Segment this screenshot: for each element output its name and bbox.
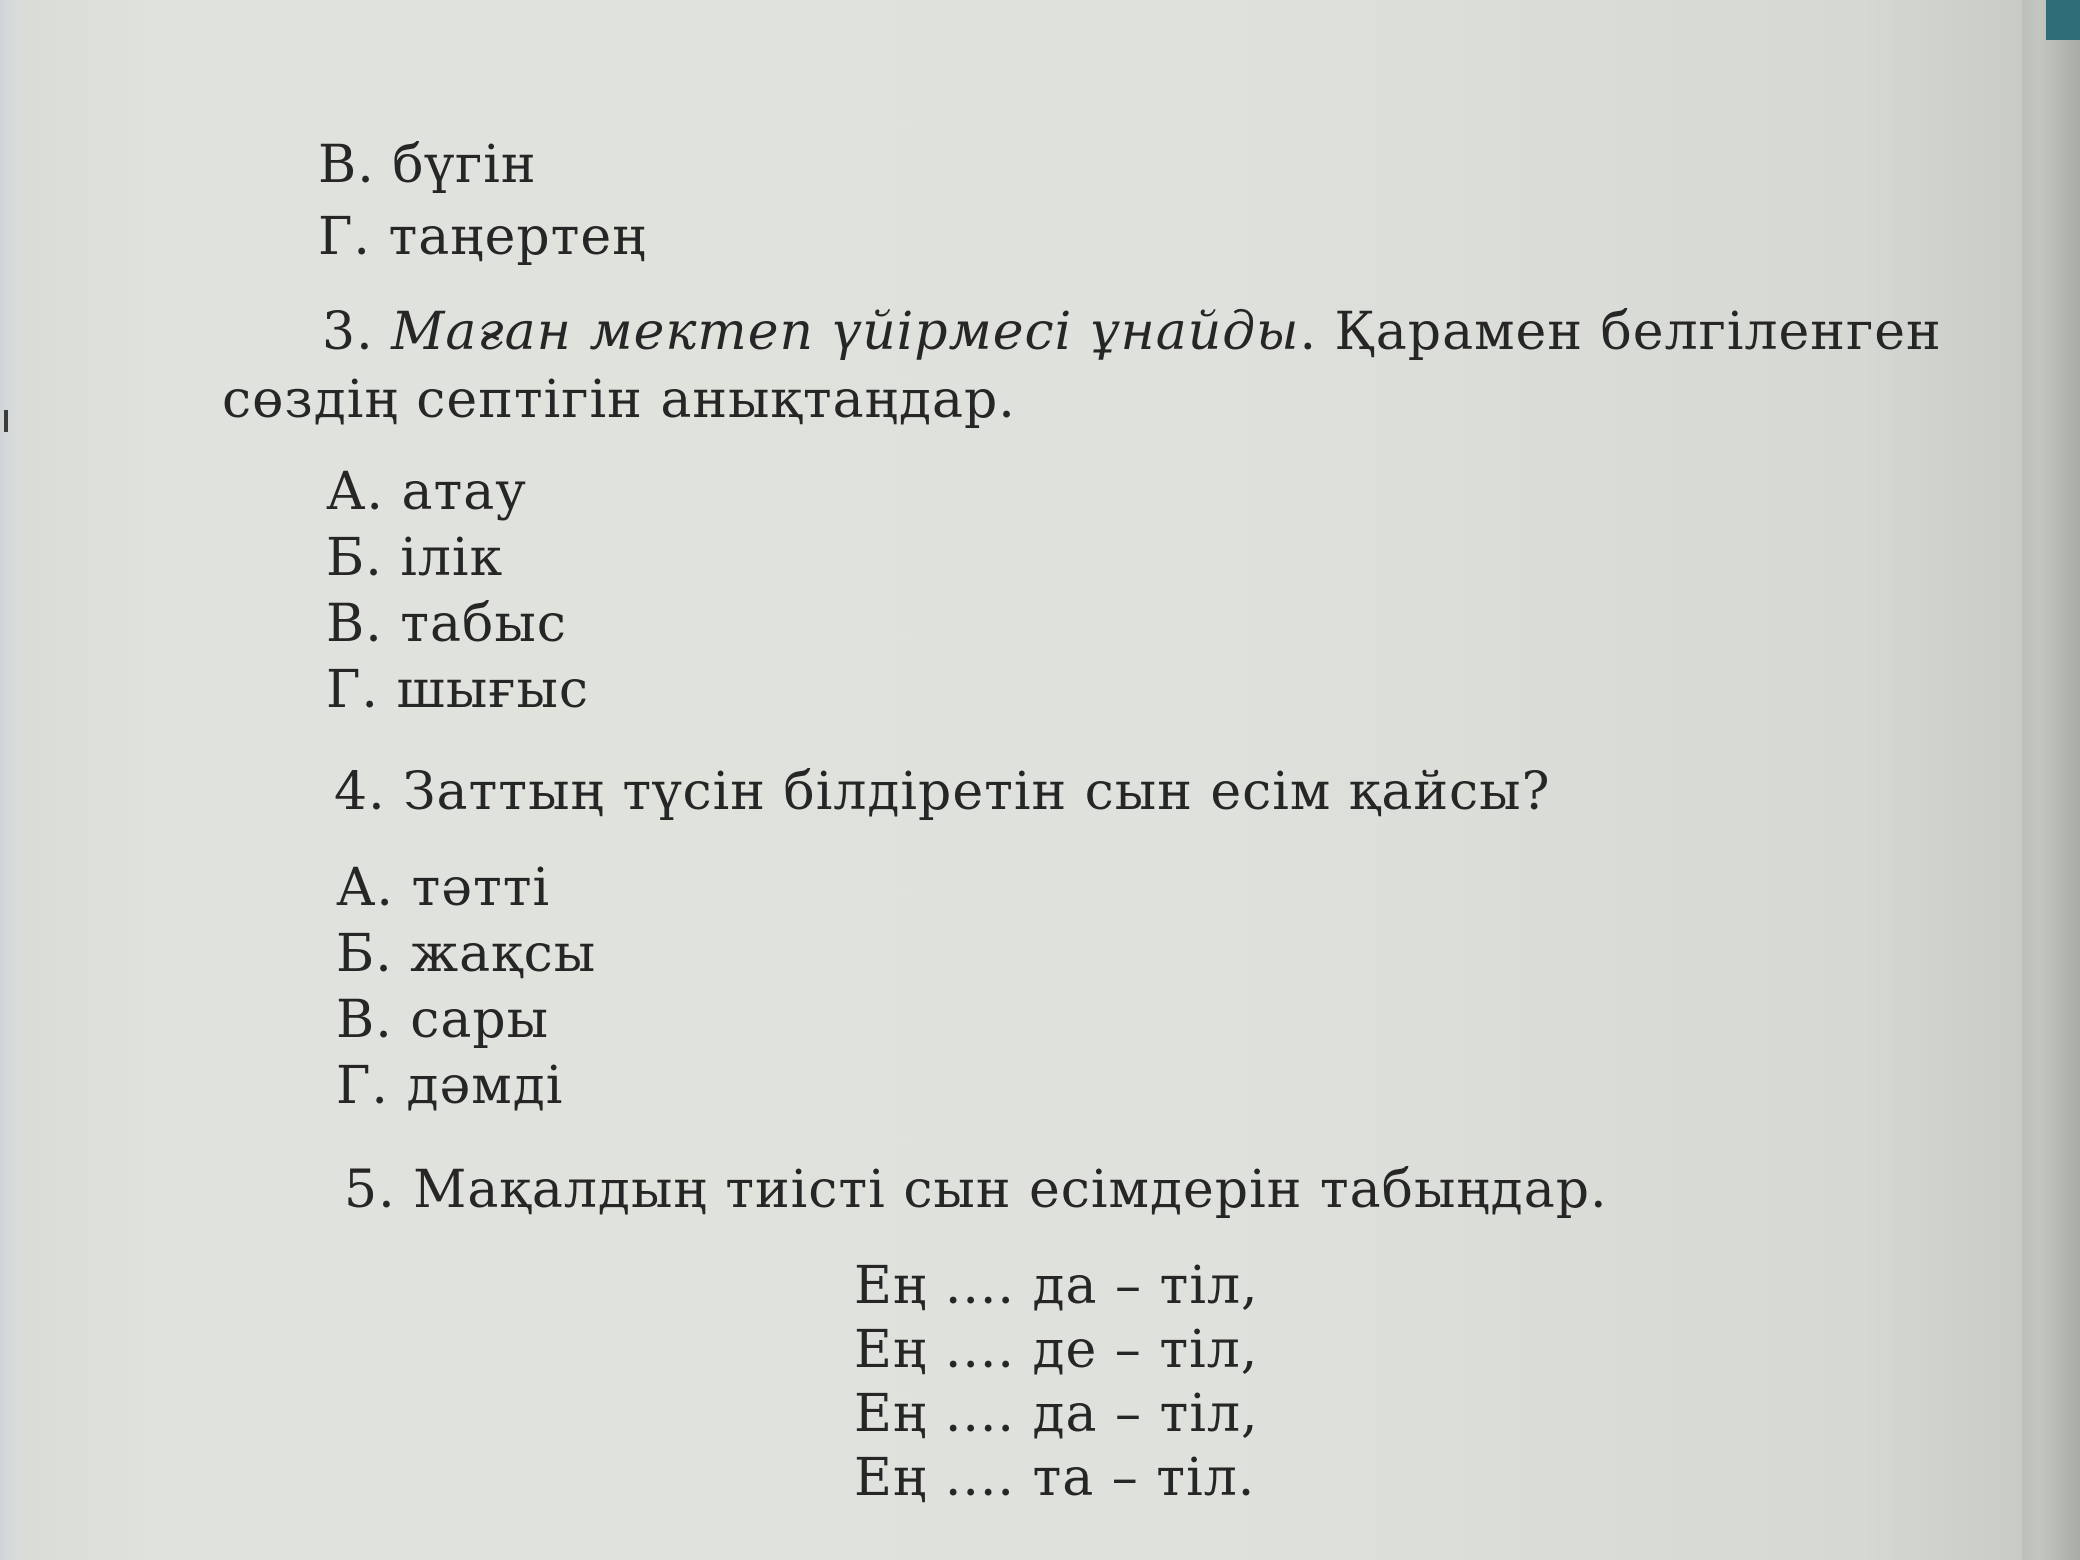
- q5-prompt: 5. Мақалдың тиісті сын есімдерін табыңдар.: [344, 1160, 1608, 1220]
- proverb-line-2: Ең .... де – тіл,: [854, 1320, 1259, 1380]
- q3-italic-phrase: Маған мектеп үйірмесі ұнайды: [391, 302, 1300, 362]
- q2-option-v: В. бүгін: [318, 135, 537, 195]
- q4-option-v: В. сары: [336, 990, 550, 1050]
- book-spine-edge: [2022, 0, 2080, 1560]
- q3-number: 3.: [322, 302, 374, 362]
- q3-option-g: Г. шығыс: [326, 660, 589, 720]
- proverb-line-3: Ең .... да – тіл,: [854, 1384, 1259, 1444]
- q4-option-b: Б. жақсы: [336, 924, 597, 984]
- q4-option-g: Г. дәмді: [336, 1056, 564, 1116]
- q3-option-v: В. табыс: [326, 594, 567, 654]
- q4-option-a: А. тәтті: [336, 858, 551, 918]
- q3-prompt-line1: [322, 302, 1942, 362]
- page-mark: [4, 410, 8, 432]
- q2-option-g: Г. таңертең: [318, 207, 647, 267]
- book-cover-corner: [2046, 0, 2080, 40]
- q3-option-a: А. атау: [326, 462, 527, 522]
- proverb-line-4: Ең .... та – тіл.: [854, 1448, 1256, 1508]
- proverb-line-1: Ең .... да – тіл,: [854, 1256, 1259, 1316]
- page-left-edge: [0, 0, 28, 1560]
- q3-option-b: Б. ілік: [326, 528, 504, 588]
- q3-prompt-line2: сөздің септігін анықтаңдар.: [222, 370, 1016, 430]
- q4-prompt: 4. Заттың түсін білдіретін сын есім қайсы?: [334, 762, 1551, 822]
- q3-prompt-rest: . Қарамен белгіленген: [1299, 302, 1942, 362]
